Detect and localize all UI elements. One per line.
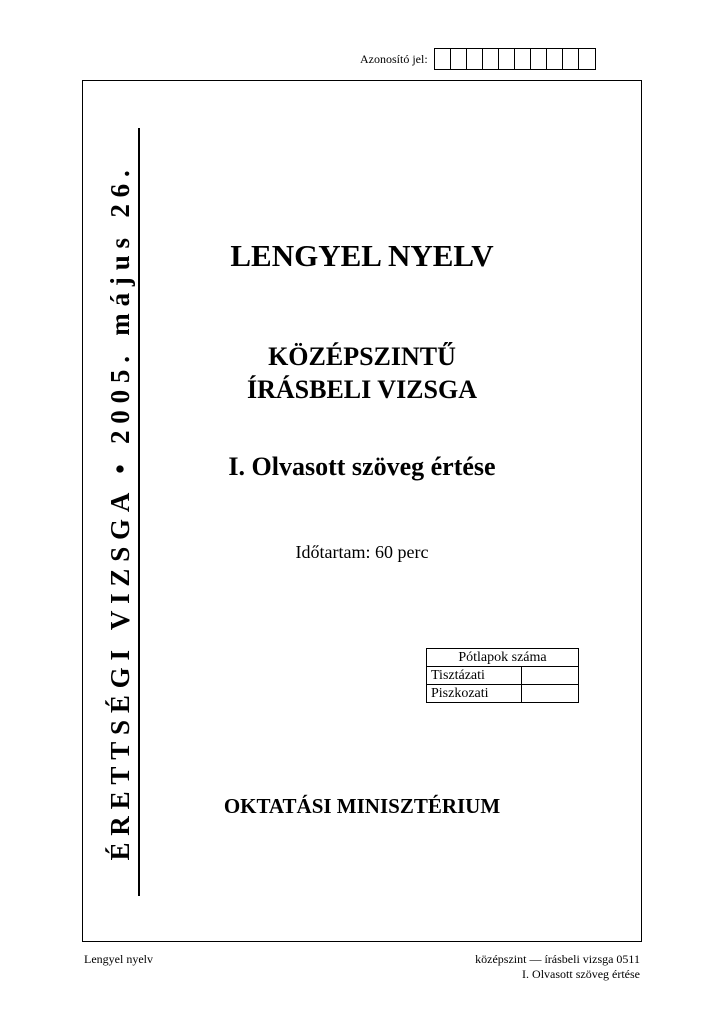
- extra-sheets-value[interactable]: [522, 685, 579, 703]
- side-banner: ÉRETTSÉGI VIZSGA • 2005. május 26.: [102, 128, 140, 896]
- extra-sheets-label: Piszkozati: [427, 685, 522, 703]
- identifier-box[interactable]: [435, 49, 451, 69]
- footer-right-line1: középszint — írásbeli vizsga 0511: [475, 952, 640, 966]
- extra-sheets-table: [426, 648, 579, 703]
- identifier-box[interactable]: [467, 49, 483, 69]
- footer-right-line2: I. Olvasott szöveg értése: [522, 967, 640, 981]
- extra-sheets-value[interactable]: [522, 667, 579, 685]
- identifier-box[interactable]: [451, 49, 467, 69]
- extra-sheets-header: Pótlapok száma: [427, 649, 579, 667]
- identifier-row: [360, 48, 596, 70]
- ministry-name: OKTATÁSI MINISZTÉRIUM: [223, 794, 501, 818]
- exam-level: [150, 340, 574, 406]
- identifier-box[interactable]: [579, 49, 595, 69]
- identifier-box[interactable]: [515, 49, 531, 69]
- exam-level-line2: ÍRÁSBELI VIZSGA: [246, 375, 477, 404]
- identifier-box[interactable]: [499, 49, 515, 69]
- extra-sheets-row: [427, 667, 579, 685]
- extra-sheets-label: Tisztázati: [427, 667, 522, 685]
- identifier-boxes: [434, 48, 596, 70]
- footer-left: Lengyel nyelv: [84, 952, 153, 966]
- subject-title: LENGYEL NYELV: [230, 238, 494, 273]
- identifier-box[interactable]: [531, 49, 547, 69]
- identifier-box[interactable]: [483, 49, 499, 69]
- footer-right: [475, 952, 640, 982]
- exam-level-line1: KÖZÉPSZINTŰ: [268, 342, 456, 371]
- extra-sheets-row: [427, 685, 579, 703]
- identifier-box[interactable]: [547, 49, 563, 69]
- exam-part-title: I. Olvasott szöveg értése: [228, 452, 496, 481]
- identifier-label: Azonosító jel:: [360, 51, 428, 66]
- identifier-box[interactable]: [563, 49, 579, 69]
- exam-duration: Időtartam: 60 perc: [295, 542, 429, 562]
- side-banner-wrapper: [102, 128, 140, 896]
- extra-sheets-header-row: [427, 649, 579, 667]
